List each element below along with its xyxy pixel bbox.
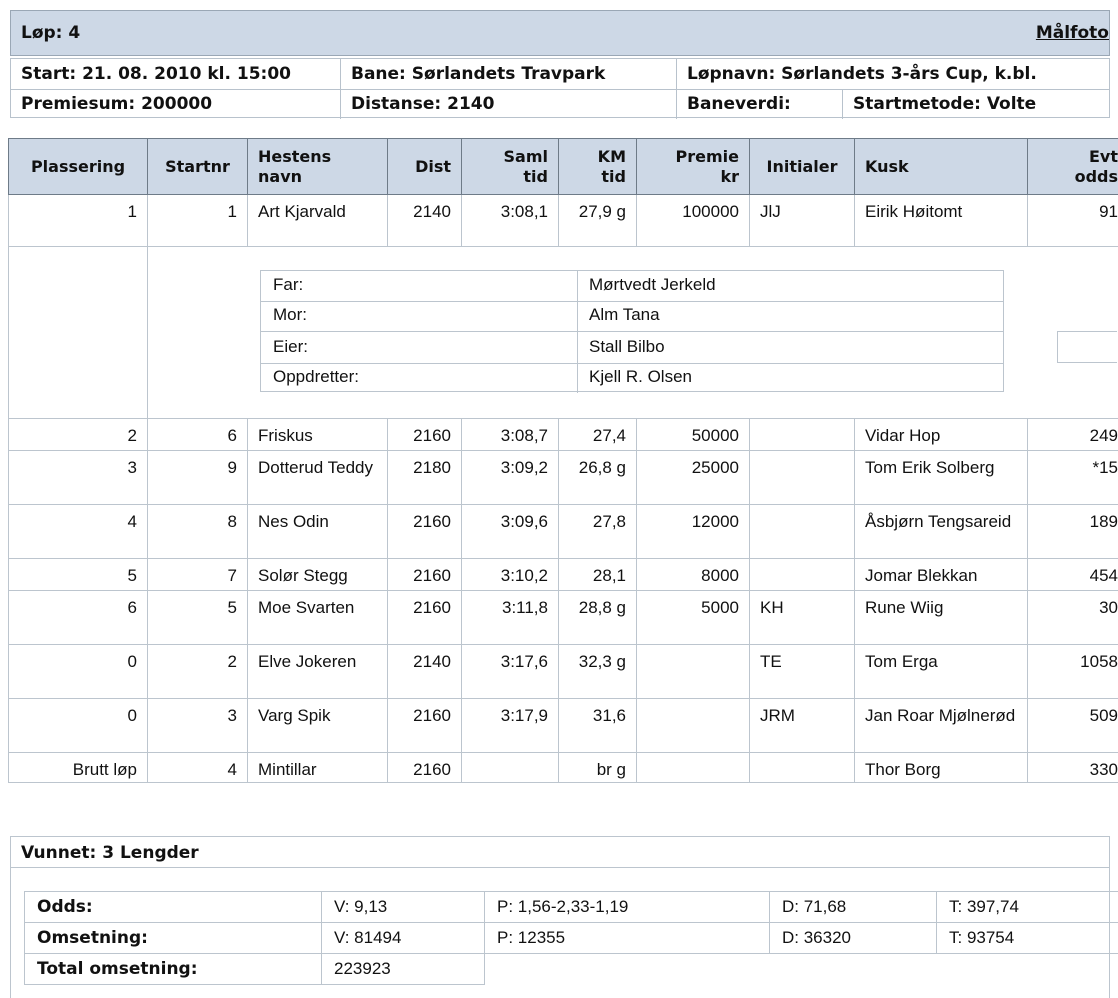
- col-startnr: Startnr: [148, 139, 248, 195]
- km-time-cell: 27,9 g: [559, 195, 637, 247]
- pedigree-row: [261, 333, 1003, 364]
- prize-cell: 8000: [637, 559, 750, 591]
- total-time-cell: 3:17,9: [462, 699, 559, 753]
- pedigree-row: [261, 271, 1003, 302]
- odds-table: [24, 891, 1118, 985]
- prize-cell: 100000: [637, 195, 750, 247]
- pedigree-row: [261, 363, 1003, 393]
- startnr-cell: 1: [148, 195, 248, 247]
- results-table: [8, 138, 1118, 783]
- initials-cell: JlJ: [750, 195, 855, 247]
- table-row: [9, 451, 1118, 505]
- placing-cell: Brutt løp: [9, 753, 148, 783]
- dist-cell: 2160: [388, 753, 462, 783]
- driver-cell: Rune Wiig: [855, 591, 1028, 645]
- dist-cell: 2160: [388, 419, 462, 451]
- pedigree-row: [261, 301, 1003, 332]
- driver-cell: Eirik Høitomt: [855, 195, 1028, 247]
- sire-label: Far:: [273, 275, 303, 295]
- odds-v: V: 9,13: [322, 892, 485, 923]
- km-time-cell: 27,8: [559, 505, 637, 559]
- table-row: [9, 559, 1118, 591]
- horse-name-cell: Varg Spik: [248, 699, 388, 753]
- race-title: Løp: 4: [21, 23, 80, 43]
- race-info-row: [11, 89, 1109, 119]
- placing-cell: 0: [9, 645, 148, 699]
- horse-name-cell: Solør Stegg: [248, 559, 388, 591]
- owner-value: Stall Bilbo: [589, 337, 665, 357]
- track-name: Bane: Sørlandets Travpark: [341, 59, 677, 89]
- col-premie: Premie kr: [637, 139, 750, 195]
- table-header-row: [9, 139, 1118, 195]
- dist-cell: 2180: [388, 451, 462, 505]
- total-time-cell: 3:08,7: [462, 419, 559, 451]
- dist-cell: 2140: [388, 645, 462, 699]
- horse-name-cell: Moe Svarten: [248, 591, 388, 645]
- odds-cell: 509: [1028, 699, 1118, 753]
- horse-name-cell: Nes Odin: [248, 505, 388, 559]
- turnover-d: D: 36320: [770, 923, 937, 954]
- driver-cell: Tom Erik Solberg: [855, 451, 1028, 505]
- placing-cell: 5: [9, 559, 148, 591]
- placing-cell: 3: [9, 451, 148, 505]
- odds-cell: 330: [1028, 753, 1118, 783]
- horse-name-cell: Dotterud Teddy: [248, 451, 388, 505]
- prize-cell: [637, 645, 750, 699]
- race-info: [10, 58, 1110, 118]
- photo-finish-link[interactable]: Målfoto: [1036, 23, 1109, 43]
- km-time-cell: 28,1: [559, 559, 637, 591]
- odds-cell: 91: [1028, 195, 1118, 247]
- dist-cell: 2160: [388, 591, 462, 645]
- driver-cell: Vidar Hop: [855, 419, 1028, 451]
- distance: Distanse: 2140: [341, 89, 677, 119]
- placing-cell: 0: [9, 699, 148, 753]
- odds-cell: 454: [1028, 559, 1118, 591]
- horse-name-cell: Mintillar: [248, 753, 388, 783]
- odds-d: D: 71,68: [770, 892, 937, 923]
- odds-t: T: 397,74: [937, 892, 1118, 923]
- prize-cell: [637, 699, 750, 753]
- start-time: Start: 21. 08. 2010 kl. 15:00: [11, 59, 341, 89]
- win-margin: Vunnet: 3 Lengder: [10, 836, 1110, 868]
- odds-cell: 189: [1028, 505, 1118, 559]
- km-time-cell: br g: [559, 753, 637, 783]
- col-saml-tid: Saml tid: [462, 139, 559, 195]
- km-time-cell: 32,3 g: [559, 645, 637, 699]
- race-header: [10, 10, 1110, 56]
- total-turnover-label: Total omsetning:: [25, 954, 322, 985]
- placing-cell: 1: [9, 195, 148, 247]
- turnover-t: T: 93754: [937, 923, 1118, 954]
- total-time-cell: [462, 753, 559, 783]
- owner-label: Eier:: [273, 337, 308, 357]
- driver-cell: Jan Roar Mjølnerød: [855, 699, 1028, 753]
- placing-cell: 6: [9, 591, 148, 645]
- odds-p: P: 1,56-2,33-1,19: [485, 892, 770, 923]
- prize-cell: 12000: [637, 505, 750, 559]
- total-turnover-value: 223923: [322, 954, 485, 985]
- prize-cell: [637, 753, 750, 783]
- race-info-row: [11, 59, 1109, 90]
- startnr-cell: 9: [148, 451, 248, 505]
- total-time-cell: 3:09,2: [462, 451, 559, 505]
- col-evt-odds: Evt odds: [1028, 139, 1118, 195]
- pedigree-extra-cell: [1057, 331, 1117, 363]
- startnr-cell: 5: [148, 591, 248, 645]
- km-time-cell: 28,8 g: [559, 591, 637, 645]
- turnover-row: [25, 923, 1118, 954]
- dist-cell: 2160: [388, 699, 462, 753]
- dam-label: Mor:: [273, 305, 307, 325]
- dist-cell: 2160: [388, 505, 462, 559]
- initials-cell: TE: [750, 645, 855, 699]
- turnover-label: Omsetning:: [25, 923, 322, 954]
- start-method: Startmetode: Volte: [843, 89, 1111, 119]
- odds-row: [25, 892, 1118, 923]
- startnr-cell: 8: [148, 505, 248, 559]
- km-time-cell: 27,4: [559, 419, 637, 451]
- startnr-cell: 3: [148, 699, 248, 753]
- race-name: Løpnavn: Sørlandets 3-års Cup, k.bl.: [677, 59, 1111, 89]
- initials-cell: [750, 559, 855, 591]
- initials-cell: [750, 419, 855, 451]
- prize-cell: 25000: [637, 451, 750, 505]
- odds-cell: 1058: [1028, 645, 1118, 699]
- startnr-cell: 2: [148, 645, 248, 699]
- col-kusk: Kusk: [855, 139, 1028, 195]
- startnr-cell: 4: [148, 753, 248, 783]
- table-row: [9, 645, 1118, 699]
- total-time-cell: 3:11,8: [462, 591, 559, 645]
- table-row: [9, 699, 1118, 753]
- total-time-cell: 3:08,1: [462, 195, 559, 247]
- horse-name-cell: Friskus: [248, 419, 388, 451]
- initials-cell: [750, 505, 855, 559]
- dam-value: Alm Tana: [589, 305, 660, 325]
- driver-cell: Jomar Blekkan: [855, 559, 1028, 591]
- table-row: [9, 195, 1118, 247]
- startnr-cell: 7: [148, 559, 248, 591]
- dist-cell: 2140: [388, 195, 462, 247]
- col-dist: Dist: [388, 139, 462, 195]
- col-initialer: Initialer: [750, 139, 855, 195]
- km-time-cell: 26,8 g: [559, 451, 637, 505]
- initials-cell: JRM: [750, 699, 855, 753]
- col-hestens-navn: Hestens navn: [248, 139, 388, 195]
- odds-cell: *15: [1028, 451, 1118, 505]
- horse-name-cell: Elve Jokeren: [248, 645, 388, 699]
- dist-cell: 2160: [388, 559, 462, 591]
- placing-cell: 2: [9, 419, 148, 451]
- prize-sum: Premiesum: 200000: [11, 89, 341, 119]
- turnover-v: V: 81494: [322, 923, 485, 954]
- total-time-cell: 3:10,2: [462, 559, 559, 591]
- km-time-cell: 31,6: [559, 699, 637, 753]
- prize-cell: 50000: [637, 419, 750, 451]
- breeder-value: Kjell R. Olsen: [589, 367, 692, 387]
- driver-cell: Tom Erga: [855, 645, 1028, 699]
- table-row: [9, 591, 1118, 645]
- odds-cell: 249: [1028, 419, 1118, 451]
- total-time-cell: 3:09,6: [462, 505, 559, 559]
- placing-cell: 4: [9, 505, 148, 559]
- driver-cell: Åsbjørn Tengsareid: [855, 505, 1028, 559]
- table-row: [9, 419, 1118, 451]
- table-row: [9, 753, 1118, 783]
- col-km-tid: KM tid: [559, 139, 637, 195]
- turnover-p: P: 12355: [485, 923, 770, 954]
- breeder-label: Oppdretter:: [273, 367, 359, 387]
- odds-label: Odds:: [25, 892, 322, 923]
- col-plassering: Plassering: [9, 139, 148, 195]
- odds-cell: 30: [1028, 591, 1118, 645]
- total-time-cell: 3:17,6: [462, 645, 559, 699]
- horse-name-cell: Art Kjarvald: [248, 195, 388, 247]
- track-value: Baneverdi:: [677, 89, 843, 119]
- prize-cell: 5000: [637, 591, 750, 645]
- initials-cell: [750, 451, 855, 505]
- pedigree-table: [260, 270, 1004, 392]
- initials-cell: [750, 753, 855, 783]
- startnr-cell: 6: [148, 419, 248, 451]
- total-turnover-row: [25, 954, 1118, 985]
- sire-value: Mørtvedt Jerkeld: [589, 275, 716, 295]
- driver-cell: Thor Borg: [855, 753, 1028, 783]
- initials-cell: KH: [750, 591, 855, 645]
- table-row: [9, 505, 1118, 559]
